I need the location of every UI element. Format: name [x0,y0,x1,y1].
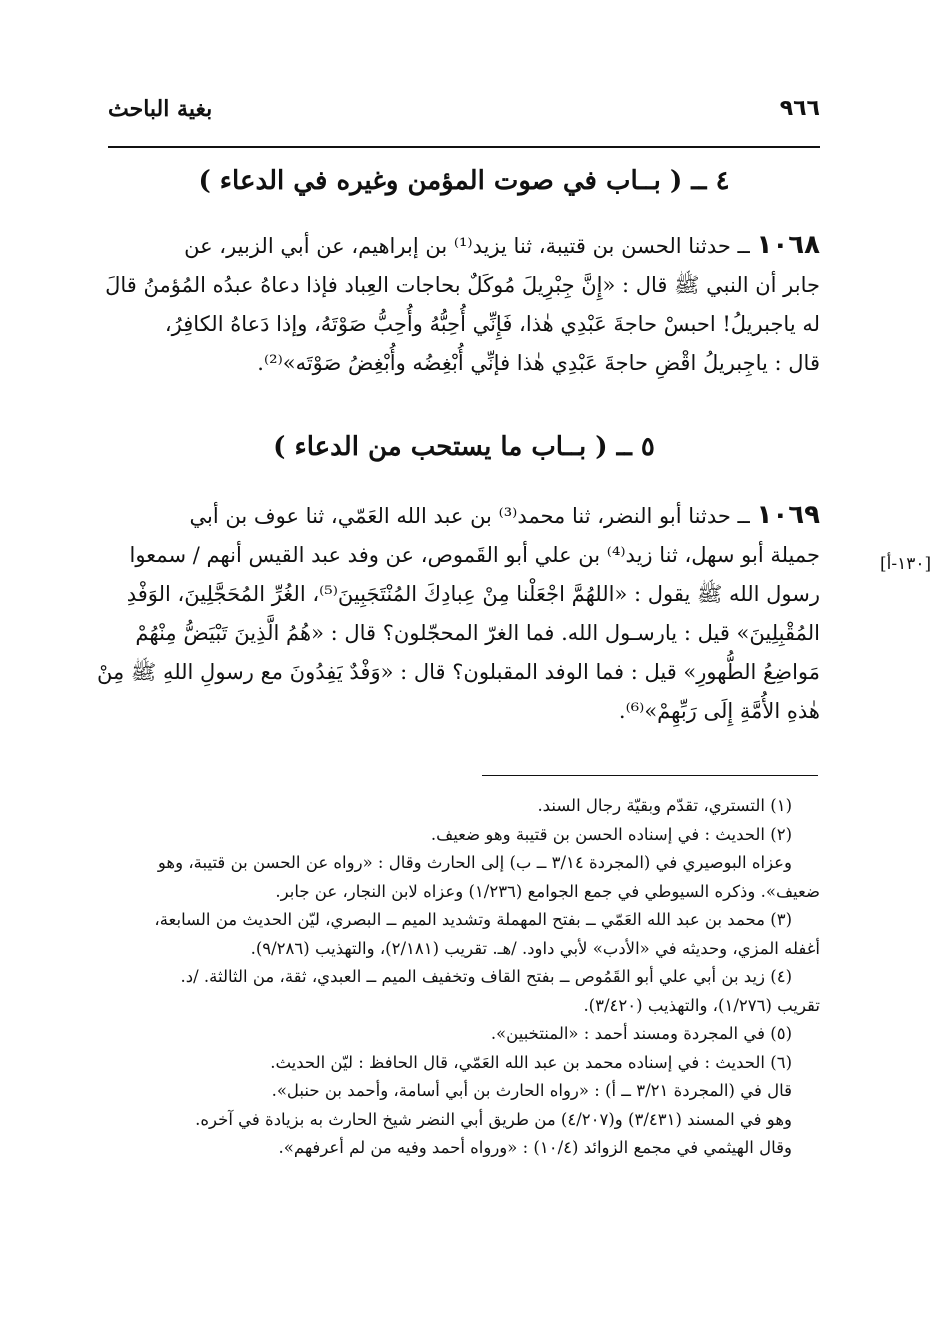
hadith-line: هٰذهِ الأُمَّةِ إِلَى رَبِّهِمْ»⁽⁶⁾. [618,699,820,723]
footnote-divider [482,775,818,776]
footnote-line: (١) التستري، تقدّم وبقيّة رجال السند. [537,796,792,815]
footnote-line: أغفله المزي، وحديثه في «الأدب» لأبي داود. /هـ. تقريب (٢/١٨١)، والتهذيب (٩/٢٨٦). [250,938,820,958]
hadith-1069 [96,496,820,731]
manuscript-folio-marker: [١٣٠-أ] [880,554,931,574]
page-number: ٩٦٦ [779,96,820,121]
running-title: بغية الباحث [108,96,213,122]
chapter-heading-5: ٥ ــ ( بــاب ما يستحب من الدعاء ) [273,432,655,462]
hadith-number: ١٠٦٩ [756,500,820,530]
hadith-line: ١٠٦٩ ــ حدثنا أبو النضر، ثنا محمد⁽³⁾ بن عبد الله العَمّي، ثنا عوف بن أبي [189,500,820,530]
footnote-line: (٣) محمد بن عبد الله العَمّي ــ بفتح المهملة وتشديد الميم ــ البصري، ليّن الحديث من السابعة، [154,910,792,929]
hadith-number: ١٠٦٨ [756,230,820,260]
footnotes-section [108,792,820,1163]
hadith-line: جميلة أبو سهل، ثنا زيد⁽⁴⁾ بن علي أبو القَموص، عن وفد عبد القيس أنهم / سمعوا [129,543,820,567]
footnote-line: (٤) زيد بن أبي علي أبو القَمُوص ــ بفتح القاف وتخفيف الميم ــ العبدي، ثقة، من الثالثة. /د. [180,967,792,986]
footnote-line: وقال الهيثمي في مجمع الزوائد (١٠/٤) : «ورواه أحمد وفيه من لم أعرفهم». [278,1138,792,1157]
footnote-line: وعزاه البوصيري في (المجردة ٣/١٤ ــ ب) إلى الحارث وقال : «رواه عن الحسن بن قتيبة، وهو [157,853,792,872]
hadith-line: رسول الله ﷺ يقول : «اللهُمَّ اجْعَلْنا مِنْ عِبادِكَ المُنْتَجَبِينَ⁽⁵⁾، الغُرِّ المُحَجَّلِينَ، الوَفْدِ [126,582,820,606]
hadith-line: له ياجبريلُ! احبسْ حاجةَ عَبْدِي هٰذا، فَإِنِّي أُحِبُّهُ وأُحِبُّ صَوْتَهُ، وإذا دَعاهُ الكافِرُ، [164,312,820,336]
hadith-line: ١٠٦٨ ــ حدثنا الحسن بن قتيبة، ثنا يزيد⁽¹⁾ بن إبراهيم، عن أبي الزبير، عن [184,230,820,260]
footnote-line: (٥) في المجردة ومسند أحمد : «المنتخبين». [490,1024,792,1043]
footnote-line: قال في (المجردة ٣/٢١ ــ أ) : «رواه الحارث بن أبي أسامة، وأحمد بن حنبل». [271,1081,792,1100]
header-divider [108,146,820,148]
hadith-line: قال : ياجِبريلُ اقْضِ حاجةَ عَبْدِي هٰذا فإنِّي أُبْغِضُه وأُبْغِضُ صَوْتَه»⁽²⁾. [257,351,820,375]
page-header [108,96,820,130]
hadith-line: جابر أن النبي ﷺ قال : «إِنَّ جِبْرِيلَ مُوكَلٌ بحاجات العِباد فإذا دعاهُ عبدُه المُؤمنُ قالَ [105,273,820,297]
hadith-line: مَواضِعُ الطُّهورِ» قيل : فما الوفد المقبلون؟ قال : «وَفْدٌ يَفِدُونَ مع رسولِ اللهِ ﷺ مِنْ [96,660,820,684]
footnote-line: (٢) الحديث : في إسناده الحسن بن قتيبة وهو ضعيف. [430,824,792,844]
footnote-line: ضعيف». وذكره السيوطي في جمع الجوامع (١/٢٣٦) وعزاه لابن النجار، عن جابر. [275,881,820,901]
hadith-1068 [105,226,820,383]
footnote-line: وهو في المسند (٣/٤٣١) و(٤/٢٠٧) من طريق أبي النضر شيخ الحارث به بزيادة في آخره. [195,1109,792,1129]
footnote-line: (٦) الحديث : في إسناده محمد بن عبد الله العَمّي، قال الحافظ : ليّن الحديث. [270,1052,792,1072]
footnote-line: تقريب (١/٢٧٦)، والتهذيب (٣/٤٢٠). [583,995,820,1015]
chapter-heading-4: ٤ ــ ( بــاب في صوت المؤمن وغيره في الدعاء ) [198,166,730,196]
hadith-line: المُقْبِلِينَ» قيل : يارسـول الله. فما الغرّ المحجّلون؟ قال : «هُمُ الَّذِينَ تَبْيَضُّ مِنْهُمْ [135,621,820,645]
